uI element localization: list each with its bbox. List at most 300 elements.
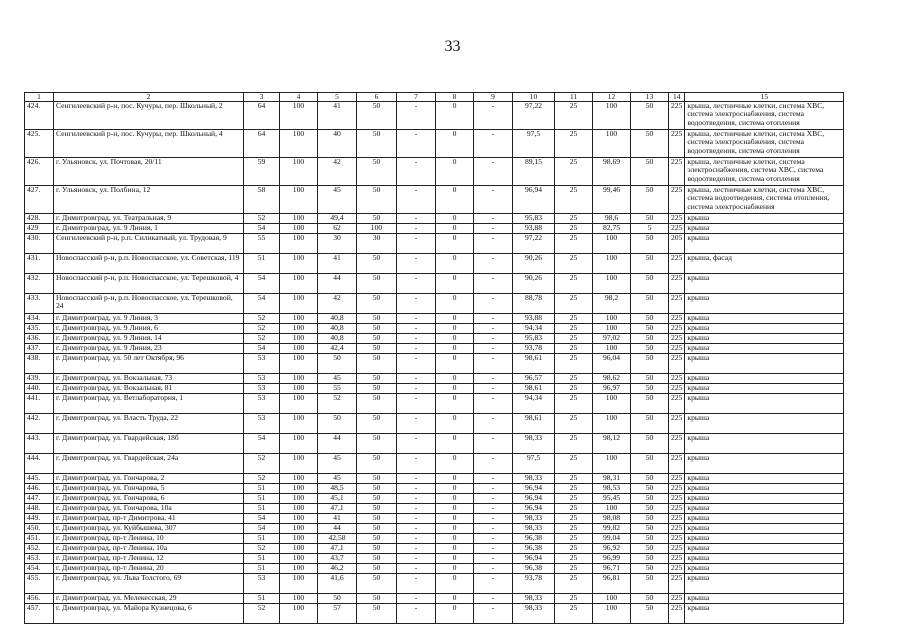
address-cell: г. Димитровград, ул. 9 Линия, 3 [54,314,244,324]
col3-cell: 52 [244,324,280,334]
col4-cell: 100 [280,274,318,294]
row-number-cell: 446. [25,484,54,494]
row-number-cell: 456. [25,594,54,604]
col8-cell: 0 [436,434,474,454]
col12-cell: 96,71 [593,564,631,574]
address-cell: Сенгилеевский р-н, р.п. Силикатный, ул. Трудовая, 9 [54,234,244,254]
col14-cell: 225 [669,534,685,544]
col12-cell: 95,45 [593,494,631,504]
table-row [25,554,844,564]
col9-cell: - [474,214,513,224]
address-cell: г. Димитровград, пр-т Ленина, 10а [54,544,244,554]
col11-cell: 25 [555,158,593,186]
col9-cell: - [474,604,513,624]
page-number: 33 [444,38,461,55]
col6-cell: 50 [357,314,397,324]
col7-cell: - [397,324,436,334]
col7-cell: - [397,234,436,254]
works-cell: крыша [685,594,844,604]
col13-cell: 50 [631,344,669,354]
col3-cell: 52 [244,604,280,624]
col4-cell: 100 [280,294,318,314]
works-cell: крыша [685,234,844,254]
row-number-cell: 454. [25,564,54,574]
col13-cell: 50 [631,414,669,434]
table-row [25,504,844,514]
col14-cell: 225 [669,474,685,484]
col8-cell: 0 [436,294,474,314]
col9-cell: - [474,324,513,334]
address-cell: г. Димитровград, ул. 50 лет Октября, 96 [54,354,244,374]
col9-cell: - [474,254,513,274]
col4-cell: 100 [280,314,318,324]
works-cell: крыша [685,484,844,494]
col6-cell: 50 [357,514,397,524]
col6-cell: 50 [357,344,397,354]
col7-cell: - [397,344,436,354]
col11-cell: 25 [555,474,593,484]
col11-cell: 25 [555,544,593,554]
col3-cell: 54 [244,434,280,454]
works-cell: крыша [685,504,844,514]
column-header: 9 [474,93,513,102]
col4-cell: 100 [280,214,318,224]
works-cell: крыша [685,394,844,414]
col3-cell: 54 [244,274,280,294]
col4-cell: 100 [280,564,318,574]
col6-cell: 100 [357,224,397,234]
col3-cell: 51 [244,594,280,604]
works-cell: крыша [685,384,844,394]
col10-cell: 98,61 [513,384,555,394]
works-cell: крыша [685,514,844,524]
row-number-cell: 427. [25,186,54,214]
col13-cell: 50 [631,604,669,624]
column-header: 6 [357,93,397,102]
row-number-cell: 450. [25,524,54,534]
col5-cell: 44 [318,434,357,454]
address-cell: г. Димитровград, ул. Мелекесская, 29 [54,594,244,604]
col10-cell: 96,38 [513,544,555,554]
col4-cell: 100 [280,604,318,624]
col3-cell: 53 [244,394,280,414]
works-cell: крыша [685,214,844,224]
column-header: 5 [318,93,357,102]
col12-cell: 98,08 [593,514,631,524]
col11-cell: 25 [555,594,593,604]
col3-cell: 51 [244,254,280,274]
col6-cell: 50 [357,544,397,554]
col5-cell: 50 [318,594,357,604]
column-header: 10 [513,93,555,102]
row-number-cell: 437. [25,344,54,354]
col5-cell: 48,5 [318,484,357,494]
col13-cell: 50 [631,434,669,454]
col13-cell: 50 [631,334,669,344]
col10-cell: 93,88 [513,224,555,234]
col8-cell: 0 [436,274,474,294]
address-cell: г. Димитровград, ул. Гвардейская, 24а [54,454,244,474]
col3-cell: 51 [244,554,280,564]
col14-cell: 225 [669,594,685,604]
col14-cell: 225 [669,314,685,324]
col6-cell: 30 [357,234,397,254]
col14-cell: 225 [669,374,685,384]
col3-cell: 53 [244,574,280,594]
col12-cell: 98,12 [593,434,631,454]
col7-cell: - [397,314,436,324]
col5-cell: 45 [318,474,357,484]
col4-cell: 100 [280,504,318,514]
col9-cell: - [474,574,513,594]
col7-cell: - [397,594,436,604]
col13-cell: 50 [631,514,669,524]
col3-cell: 51 [244,564,280,574]
col13-cell: 50 [631,544,669,554]
row-number-cell: 441. [25,394,54,414]
col14-cell: 225 [669,494,685,504]
col9-cell: - [474,234,513,254]
col13-cell: 50 [631,214,669,224]
col8-cell: 0 [436,254,474,274]
col9-cell: - [474,524,513,534]
col12-cell: 96,99 [593,554,631,564]
works-cell: крыша [685,274,844,294]
col13-cell: 50 [631,158,669,186]
col5-cell: 41 [318,254,357,274]
col7-cell: - [397,334,436,344]
col11-cell: 25 [555,534,593,544]
works-cell: крыша [685,554,844,564]
col13-cell: 50 [631,324,669,334]
col6-cell: 50 [357,524,397,534]
col7-cell: - [397,384,436,394]
col3-cell: 58 [244,186,280,214]
col10-cell: 98,33 [513,604,555,624]
col7-cell: - [397,186,436,214]
col7-cell: - [397,354,436,374]
capital-repair-table [24,92,844,624]
col5-cell: 47,1 [318,504,357,514]
col4-cell: 100 [280,354,318,374]
col4-cell: 100 [280,544,318,554]
col10-cell: 95,83 [513,334,555,344]
row-number-cell: 438. [25,354,54,374]
works-cell: крыша, лестничные клетки, система электроснабжения, система ХВС, система водоотведения, система отопления [685,158,844,186]
col8-cell: 0 [436,564,474,574]
col11-cell: 25 [555,344,593,354]
table-row [25,314,844,324]
row-number-cell: 435. [25,324,54,334]
address-cell: Сенгилеевский р-н, пос. Кучуры, пер. Школьный, 2 [54,102,244,130]
col9-cell: - [474,102,513,130]
col11-cell: 25 [555,504,593,514]
col12-cell: 98,31 [593,474,631,484]
row-number-cell: 443. [25,434,54,454]
col6-cell: 50 [357,294,397,314]
col4-cell: 100 [280,594,318,604]
address-cell: г. Димитровград, ул. Власть Труда, 22 [54,414,244,434]
col3-cell: 64 [244,130,280,158]
col5-cell: 44 [318,524,357,534]
col3-cell: 52 [244,314,280,324]
col11-cell: 25 [555,554,593,564]
address-cell: г. Димитровград, ул. Гончарова, 10а [54,504,244,514]
col3-cell: 54 [244,344,280,354]
row-number-cell: 426. [25,158,54,186]
col10-cell: 96,94 [513,554,555,564]
col7-cell: - [397,254,436,274]
col14-cell: 225 [669,254,685,274]
works-cell: крыша, лестничные клетки, система ХВС, система электроснабжения, система водоотведения, система отопления [685,130,844,158]
col11-cell: 25 [555,414,593,434]
col10-cell: 96,57 [513,374,555,384]
table-row [25,594,844,604]
col13-cell: 50 [631,234,669,254]
col12-cell: 97,02 [593,334,631,344]
col11-cell: 25 [555,384,593,394]
address-cell: г. Димитровград, ул. Гончарова, 6 [54,494,244,504]
col6-cell: 50 [357,274,397,294]
col5-cell: 41,6 [318,574,357,594]
column-header: 7 [397,93,436,102]
col9-cell: - [474,334,513,344]
col11-cell: 25 [555,274,593,294]
col9-cell: - [474,374,513,384]
table-row [25,494,844,504]
works-cell: крыша [685,534,844,544]
col10-cell: 93,88 [513,314,555,324]
works-cell: крыша, фасад [685,254,844,274]
col13-cell: 50 [631,130,669,158]
col11-cell: 25 [555,454,593,474]
col10-cell: 93,78 [513,574,555,594]
col8-cell: 0 [436,394,474,414]
col5-cell: 30 [318,234,357,254]
address-cell: г. Димитровград, ул. 9 Линия, 14 [54,334,244,344]
col7-cell: - [397,514,436,524]
col12-cell: 98,53 [593,484,631,494]
col11-cell: 25 [555,434,593,454]
col14-cell: 205 [669,234,685,254]
col8-cell: 0 [436,374,474,384]
col7-cell: - [397,454,436,474]
col9-cell: - [474,514,513,524]
works-cell: крыша [685,434,844,454]
col8-cell: 0 [436,102,474,130]
column-header: 1 [25,93,54,102]
col4-cell: 100 [280,186,318,214]
column-header: 15 [685,93,844,102]
address-cell: г. Димитровград, ул. Майора Кузнецова, 6 [54,604,244,624]
col14-cell: 225 [669,574,685,594]
col9-cell: - [474,474,513,484]
col14-cell: 225 [669,214,685,224]
col5-cell: 47,1 [318,544,357,554]
col5-cell: 45 [318,374,357,384]
col10-cell: 98,61 [513,414,555,434]
address-cell: г. Димитровград, ул. Гвардейская, 18б [54,434,244,454]
row-number-cell: 445. [25,474,54,484]
col12-cell: 99,04 [593,534,631,544]
row-number-cell: 429 [25,224,54,234]
col7-cell: - [397,274,436,294]
col7-cell: - [397,564,436,574]
table-row [25,374,844,384]
table-row [25,454,844,474]
col9-cell: - [474,314,513,324]
col12-cell: 100 [593,454,631,474]
col11-cell: 25 [555,574,593,594]
col6-cell: 50 [357,534,397,544]
address-cell: г. Димитровград, пр-т Димитрова, 41 [54,514,244,524]
col10-cell: 98,61 [513,354,555,374]
col12-cell: 99,82 [593,524,631,534]
col8-cell: 0 [436,130,474,158]
col6-cell: 50 [357,454,397,474]
col5-cell: 44 [318,274,357,294]
col6-cell: 50 [357,324,397,334]
table-row [25,394,844,414]
col13-cell: 50 [631,524,669,534]
col3-cell: 52 [244,474,280,484]
col10-cell: 96,38 [513,534,555,544]
col14-cell: 225 [669,434,685,454]
works-cell: крыша, лестничные клетки, система ХВС, система водоотведения, система отопления, система электроснабжения [685,186,844,214]
col13-cell: 50 [631,554,669,564]
col12-cell: 96,97 [593,384,631,394]
col5-cell: 49,4 [318,214,357,224]
col14-cell: 225 [669,384,685,394]
address-cell: г. Димитровград, ул. Льва Толстого, 69 [54,574,244,594]
col8-cell: 0 [436,234,474,254]
table-row [25,434,844,454]
col14-cell: 225 [669,454,685,474]
col8-cell: 0 [436,604,474,624]
col8-cell: 0 [436,544,474,554]
col5-cell: 41 [318,102,357,130]
works-cell: крыша [685,344,844,354]
col12-cell: 100 [593,324,631,334]
col11-cell: 25 [555,494,593,504]
works-cell: крыша [685,314,844,324]
col10-cell: 97,22 [513,102,555,130]
col5-cell: 42,4 [318,344,357,354]
address-cell: г. Димитровград, ул. Ветлабораторня, 1 [54,394,244,414]
table-row [25,384,844,394]
col14-cell: 225 [669,334,685,344]
address-cell: г. Ульяновск, ул. Полбина, 12 [54,186,244,214]
works-cell: крыша [685,294,844,314]
col13-cell: 50 [631,574,669,594]
col12-cell: 100 [593,504,631,514]
col9-cell: - [474,394,513,414]
col11-cell: 25 [555,186,593,214]
col14-cell: 225 [669,524,685,534]
col9-cell: - [474,414,513,434]
address-cell: Новоспасский р-н, р.п. Новоспасское, ул. Терешковой, 24 [54,294,244,314]
col7-cell: - [397,494,436,504]
col9-cell: - [474,594,513,604]
row-number-cell: 434. [25,314,54,324]
col5-cell: 40,8 [318,314,357,324]
col13-cell: 50 [631,186,669,214]
col11-cell: 25 [555,102,593,130]
col13-cell: 50 [631,254,669,274]
col7-cell: - [397,294,436,314]
col6-cell: 50 [357,394,397,414]
row-number-cell: 433. [25,294,54,314]
col4-cell: 100 [280,484,318,494]
row-number-cell: 439. [25,374,54,384]
col7-cell: - [397,474,436,484]
col9-cell: - [474,434,513,454]
col10-cell: 88,78 [513,294,555,314]
col5-cell: 45 [318,186,357,214]
col12-cell: 100 [593,274,631,294]
col12-cell: 100 [593,604,631,624]
col13-cell: 50 [631,504,669,514]
col6-cell: 50 [357,484,397,494]
col10-cell: 96,94 [513,484,555,494]
col5-cell: 62 [318,224,357,234]
col14-cell: 225 [669,604,685,624]
works-cell: крыша [685,524,844,534]
table-row [25,474,844,484]
col3-cell: 53 [244,414,280,434]
col10-cell: 94,34 [513,394,555,414]
table-row [25,186,844,214]
col4-cell: 100 [280,374,318,384]
table-row [25,214,844,224]
col10-cell: 98,33 [513,474,555,484]
col12-cell: 96,81 [593,574,631,594]
col5-cell: 52 [318,394,357,414]
col9-cell: - [474,274,513,294]
col5-cell: 45 [318,454,357,474]
col5-cell: 50 [318,354,357,374]
col12-cell: 98,2 [593,294,631,314]
col11-cell: 25 [555,314,593,324]
column-header: 14 [669,93,685,102]
col8-cell: 0 [436,484,474,494]
col10-cell: 90,26 [513,274,555,294]
col3-cell: 54 [244,294,280,314]
address-cell: г. Димитровград, пр-т Ленина, 12 [54,554,244,564]
works-cell: крыша [685,334,844,344]
col8-cell: 0 [436,344,474,354]
col6-cell: 50 [357,130,397,158]
col6-cell: 50 [357,474,397,484]
col11-cell: 25 [555,604,593,624]
col12-cell: 98,69 [593,158,631,186]
address-cell: г. Димитровград, ул. Гончарова, 5 [54,484,244,494]
col14-cell: 225 [669,354,685,374]
col10-cell: 90,26 [513,254,555,274]
col7-cell: - [397,524,436,534]
row-number-cell: 440. [25,384,54,394]
col13-cell: 50 [631,374,669,384]
table-row [25,130,844,158]
col10-cell: 98,33 [513,434,555,454]
col6-cell: 50 [357,102,397,130]
col9-cell: - [474,354,513,374]
col6-cell: 50 [357,354,397,374]
col12-cell: 100 [593,414,631,434]
col9-cell: - [474,224,513,234]
col8-cell: 0 [436,534,474,544]
col12-cell: 100 [593,234,631,254]
